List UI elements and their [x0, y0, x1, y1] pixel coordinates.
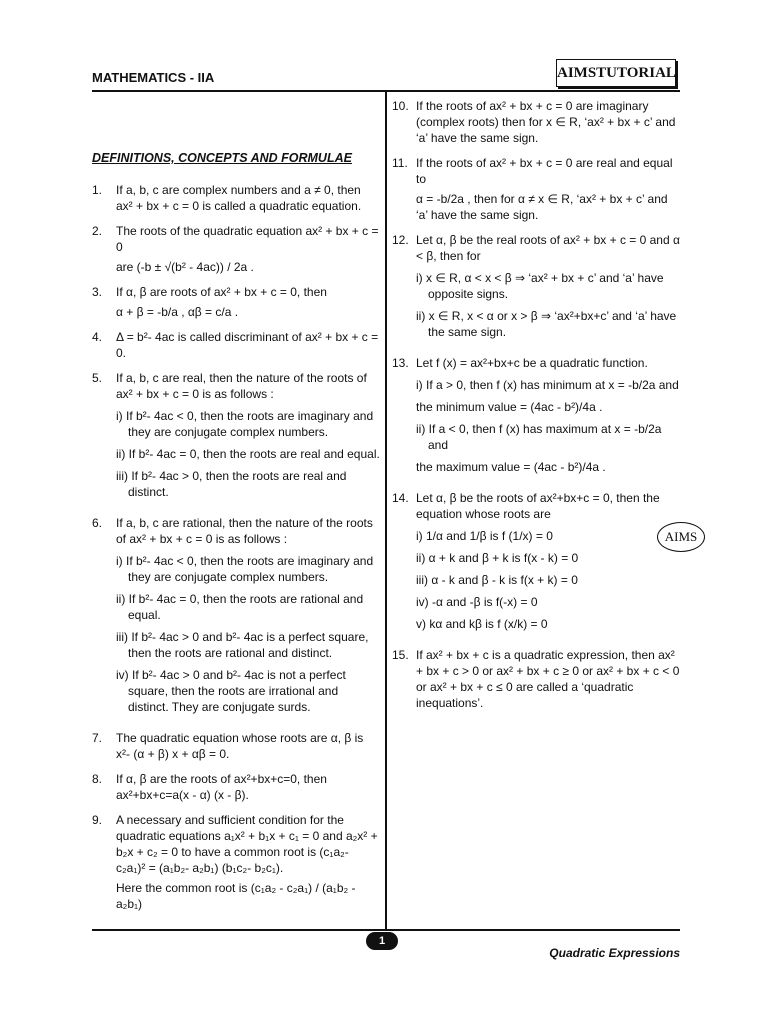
item-number: 13.: [392, 356, 409, 370]
item-body: [416, 232, 680, 346]
column-divider: [385, 91, 387, 929]
list-item: [392, 98, 680, 146]
item-number: 5.: [92, 371, 103, 385]
list-item: [392, 490, 680, 638]
item-text: Here the common root is (c₁a₂ - c₂a₁) / (a₁b₂ - a₂b₁): [116, 881, 356, 911]
item-body: [416, 98, 680, 146]
item-text: Let α, β be the roots of ax²+bx+c = 0, then the equation whose roots are: [416, 491, 660, 521]
item-text: Δ = b²- 4ac is called discriminant of ax² + bx + c = 0.: [116, 330, 379, 360]
item-body: [116, 182, 380, 214]
sub-item: iii) If b²- 4ac > 0, then the roots are real and distinct.: [116, 469, 347, 499]
list-item: [392, 355, 680, 481]
item-body: [116, 223, 380, 275]
right-item-list: [392, 98, 680, 711]
sub-item: ii) If a < 0, then f (x) has maximum at x = -b/2a and: [416, 422, 662, 452]
list-item: [92, 182, 380, 214]
item-number: 1.: [92, 183, 103, 197]
sub-item: i) If a > 0, then f (x) has minimum at x = -b/2a and: [416, 378, 679, 392]
item-body: [416, 155, 680, 223]
item-text: Let f (x) = ax²+bx+c be a quadratic function.: [416, 356, 648, 370]
bottom-rule: [92, 929, 680, 931]
item-text: If a, b, c are complex numbers and a ≠ 0, then ax² + bx + c = 0 is called a quadratic equation.: [116, 183, 362, 213]
item-body: [116, 515, 380, 721]
item-text: If ax² + bx + c is a quadratic expression, then ax² + bx + c > 0 or ax² + bx + c ≥ 0 or ax² + bx + c < 0 or ax² + bx + c ≤ 0 are called a ‘quadratic inequations’.: [416, 648, 680, 710]
list-item: [392, 647, 680, 711]
item-body: [116, 771, 380, 803]
sub-item: v) kα and kβ is f (x/k) = 0: [416, 617, 548, 631]
list-item: [392, 232, 680, 346]
item-body: [416, 355, 680, 481]
page-number: 1: [366, 932, 398, 950]
left-item-list: [92, 182, 380, 912]
item-number: 11.: [392, 156, 408, 170]
item-text: The quadratic equation whose roots are α, β is x²- (α + β) x + αβ = 0.: [116, 731, 364, 761]
brand-logo: AIMSTUTORIAL: [556, 59, 676, 87]
sub-item: i) 1/α and 1/β is f (1/x) = 0: [416, 529, 553, 543]
item-text: are (-b ± √(b² - 4ac)) / 2a .: [116, 260, 254, 274]
item-body: [116, 730, 380, 762]
item-body: [416, 647, 680, 711]
item-text: α = -b/2a , then for α ≠ x ∈ R, ‘ax² + bx + c’ and ‘a’ have the same sign.: [416, 192, 668, 222]
item-text: If α, β are roots of ax² + bx + c = 0, then: [116, 285, 327, 299]
item-number: 12.: [392, 233, 409, 247]
list-item: [92, 284, 380, 320]
item-number: 2.: [92, 224, 103, 238]
list-item: [92, 370, 380, 506]
sub-item: ii) α + k and β + k is f(x - k) = 0: [416, 551, 579, 565]
list-item: [92, 515, 380, 721]
sub-item: the maximum value = (4ac - b²)/4a .: [416, 460, 606, 474]
list-item: [92, 329, 380, 361]
item-text: If the roots of ax² + bx + c = 0 are real and equal to: [416, 156, 673, 186]
item-number: 9.: [92, 813, 103, 827]
item-body: [116, 329, 380, 361]
item-body: [116, 284, 380, 320]
sub-item: ii) x ∈ R, x < α or x > β ⇒ ‘ax²+bx+c’ and ‘a’ have the same sign.: [416, 309, 677, 339]
right-column: [392, 98, 680, 720]
item-text: Let α, β be the real roots of ax² + bx + c = 0 and α < β, then for: [416, 233, 680, 263]
sub-item: ii) If b²- 4ac = 0, then the roots are real and equal.: [116, 447, 380, 461]
list-item: [392, 155, 680, 223]
item-text: If the roots of ax² + bx + c = 0 are imaginary (complex roots) then for x ∈ R, ‘ax² + bx + c’ and ‘a’ have the same sign.: [416, 99, 676, 145]
list-item: [92, 223, 380, 275]
sub-item: i) If b²- 4ac < 0, then the roots are imaginary and they are conjugate complex numbers.: [116, 554, 374, 584]
aims-badge: AIMS: [657, 522, 705, 552]
sub-item: iii) If b²- 4ac > 0 and b²- 4ac is a perfect square, then the roots are rational and distinct.: [116, 630, 369, 660]
item-number: 6.: [92, 516, 103, 530]
chapter-title: Quadratic Expressions: [549, 946, 680, 960]
subject-header: MATHEMATICS - IIA: [92, 70, 215, 85]
item-text: The roots of the quadratic equation ax² + bx + c = 0: [116, 224, 379, 254]
item-number: 14.: [392, 491, 409, 505]
item-text: A necessary and sufficient condition for the quadratic equations a₁x² + b₁x + c₁ = 0 and a₂x² + b₂x + c₂ = 0 to have a common root is (c₁a₂- c₂a₁)² = (a₁b₂- a₂b₁) (b₁c₂- b₂c₁).: [116, 813, 378, 875]
item-number: 10.: [392, 99, 409, 113]
sub-item: the minimum value = (4ac - b²)/4a .: [416, 400, 603, 414]
sub-item: iv) -α and -β is f(-x) = 0: [416, 595, 538, 609]
item-body: [116, 370, 380, 506]
section-title: DEFINITIONS, CONCEPTS AND FORMULAE: [92, 151, 352, 165]
item-text: If a, b, c are rational, then the nature of the roots of ax² + bx + c = 0 is as follows :: [116, 516, 373, 546]
item-number: 3.: [92, 285, 103, 299]
item-text: If a, b, c are real, then the nature of the roots of ax² + bx + c = 0 is as follows :: [116, 371, 367, 401]
item-number: 15.: [392, 648, 409, 662]
sub-item: i) x ∈ R, α < x < β ⇒ ‘ax² + bx + c’ and ‘a’ have opposite signs.: [416, 271, 664, 301]
item-number: 4.: [92, 330, 103, 344]
sub-item: ii) If b²- 4ac = 0, then the roots are rational and equal.: [116, 592, 364, 622]
item-body: [116, 812, 380, 912]
sub-item: iv) If b²- 4ac > 0 and b²- 4ac is not a perfect square, then the roots are irrational and distinct. They are conjugate surds.: [116, 668, 346, 714]
item-body: [416, 490, 680, 638]
list-item: [92, 730, 380, 762]
list-item: [92, 812, 380, 912]
list-item: [92, 771, 380, 803]
sub-item: i) If b²- 4ac < 0, then the roots are imaginary and they are conjugate complex numbers.: [116, 409, 374, 439]
item-text: If α, β are the roots of ax²+bx+c=0, then ax²+bx+c=a(x - α) (x - β).: [116, 772, 327, 802]
item-text: α + β = -b/a , αβ = c/a .: [116, 305, 239, 319]
item-number: 8.: [92, 772, 103, 786]
sub-item: iii) α - k and β - k is f(x + k) = 0: [416, 573, 578, 587]
item-number: 7.: [92, 731, 103, 745]
left-column: [92, 150, 380, 921]
